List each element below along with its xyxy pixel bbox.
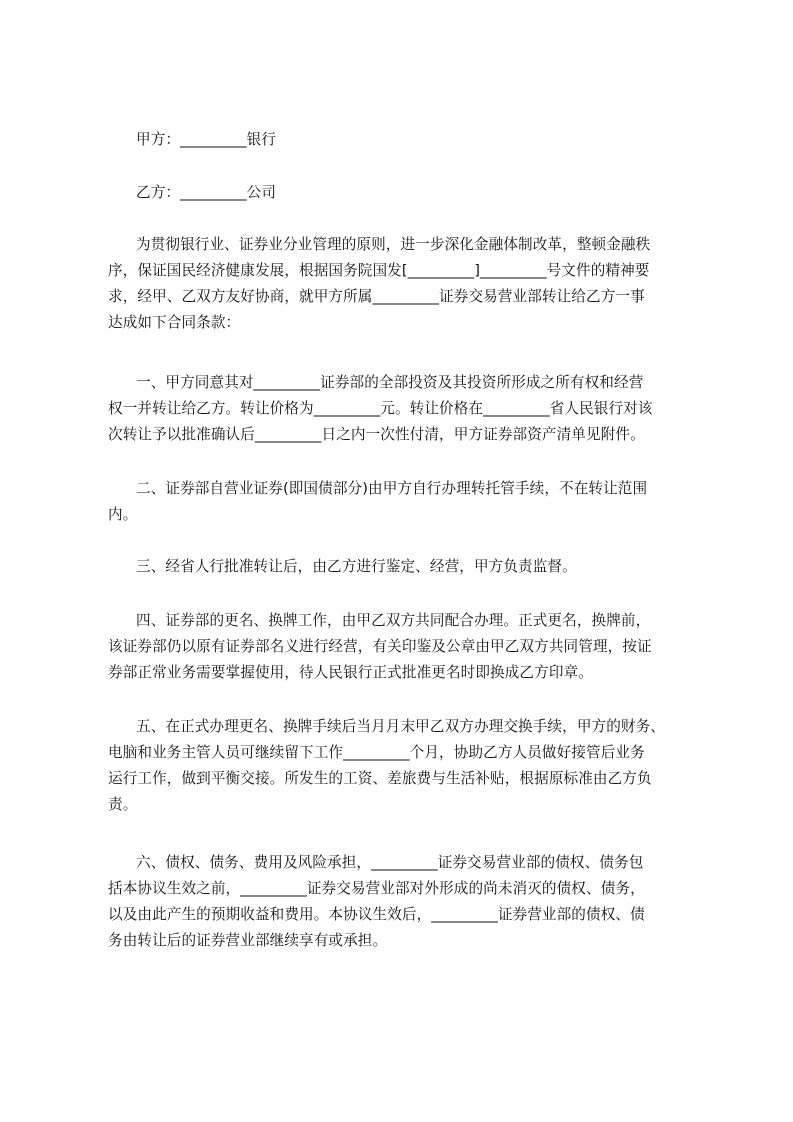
clause-6-line: 六、债权、债务、费用及风险承担，_________证券交易营业部的债权、债务包 bbox=[136, 854, 644, 871]
preamble-line: 序，保证国民经济健康发展，根据国务院国发[_________]_________号文件的精神要 bbox=[108, 262, 650, 279]
clause-6-line: 以及由此产生的预期收益和费用。本协议生效后，_________证券营业部的债权、债 bbox=[108, 906, 645, 923]
clause-1-line: 一、甲方同意其对_________证券部的全部投资及其投资所形成之所有权和经营 bbox=[136, 374, 644, 391]
clause-5-line: 电脑和业务主管人员可继续留下工作_________个月，协助乙方人员做好接管后业务 bbox=[108, 744, 645, 761]
preamble-line: 求，经甲、乙双方友好协商，就甲方所属_________证券交易营业部转让给乙方一事 bbox=[108, 288, 645, 305]
preamble-line: 为贯彻银行业、证券业分业管理的原则，进一步深化金融体制改革，整顿金融秩 bbox=[136, 236, 651, 253]
clause-4-line: 该证券部仍以原有证券部名义进行经营，有关印鉴及公章由甲乙双方共同管理，按证 bbox=[108, 638, 652, 655]
clause-2-line: 二、证券部自营业证券(即国债部分)由甲方自行办理转托管手续，不在转让范围 bbox=[136, 480, 648, 497]
clause-2-line: 内。 bbox=[108, 506, 138, 523]
preamble-line: 达成如下合同条款： bbox=[108, 314, 241, 331]
clause-5-line: 五、在正式办理更名、换牌手续后当月月末甲乙双方办理交换手续，甲方的财务、 bbox=[136, 718, 665, 735]
clause-4-line: 四、证券部的更名、换牌工作，由甲乙双方共同配合办理。正式更名，换牌前， bbox=[136, 612, 651, 629]
clause-3-line: 三、经省人行批准转让后，由乙方进行鉴定、经营，甲方负责监督。 bbox=[136, 558, 577, 575]
clause-4-line: 券部正常业务需要掌握使用，待人民银行正式批准更名时即换成乙方印章。 bbox=[108, 664, 593, 681]
clause-6-line: 务由转让后的证券营业部继续享有或承担。 bbox=[108, 932, 388, 949]
clause-1-line: 权一并转让给乙方。转让价格为_________元。转让价格在_________省人民银行对该 bbox=[108, 400, 653, 417]
clause-1-line: 次转让予以批准确认后_________日之内一次性付清，甲方证券部资产清单见附件。 bbox=[108, 426, 645, 443]
clause-5-line: 责。 bbox=[108, 796, 138, 813]
party-a-line: 甲方：_________银行 bbox=[136, 131, 277, 148]
clause-5-line: 运行工作，做到平衡交接。所发生的工资、差旅费与生活补贴，根据原标准由乙方负 bbox=[108, 770, 652, 787]
party-b-line: 乙方：_________公司 bbox=[136, 184, 277, 201]
clause-6-line: 括本协议生效之前，_________证券交易营业部对外形成的尚未消灭的债权、债务， bbox=[108, 880, 645, 897]
